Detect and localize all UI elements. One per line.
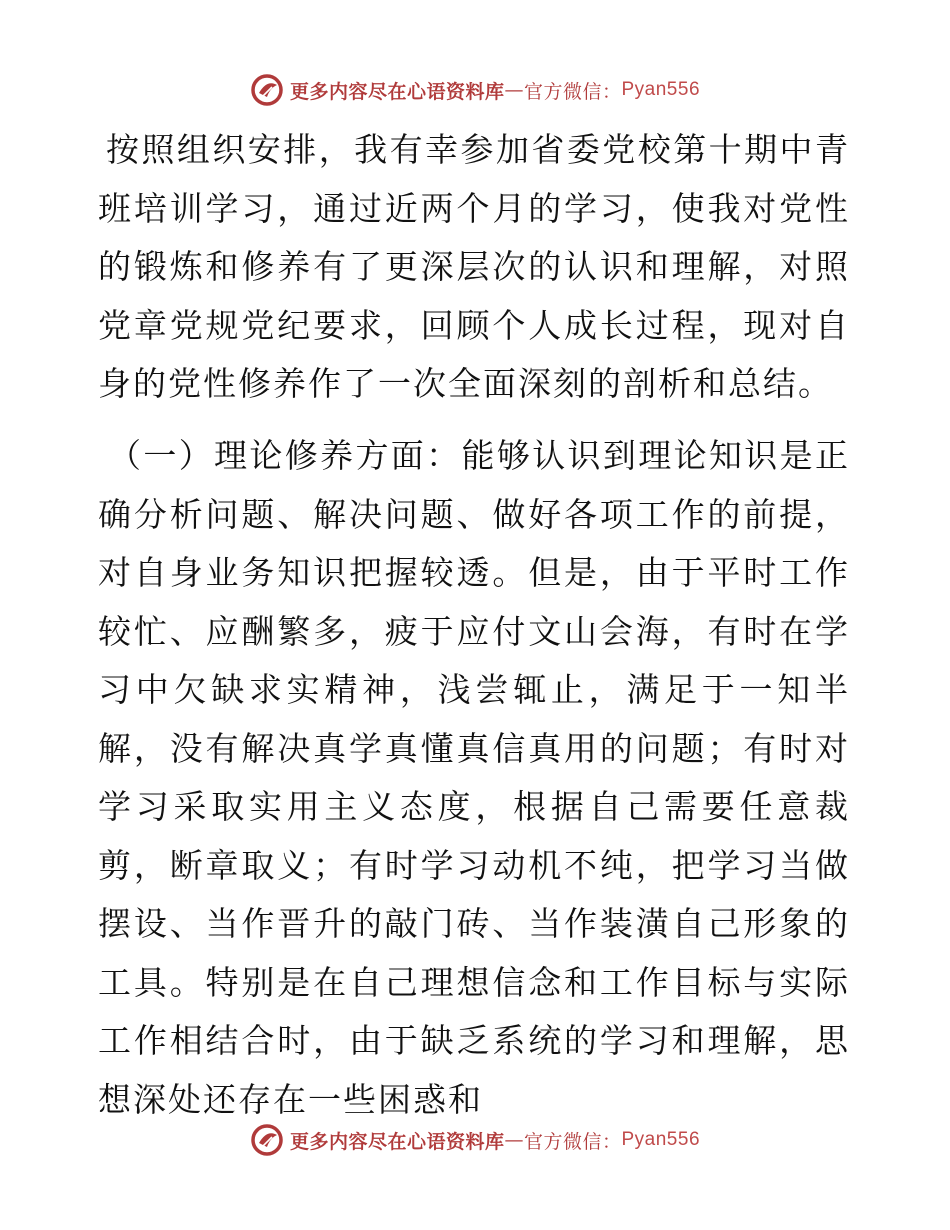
footer-dash: — bbox=[504, 1129, 524, 1151]
brand-logo-icon bbox=[250, 1123, 284, 1157]
footer-banner bbox=[0, 1120, 950, 1160]
header-banner bbox=[0, 70, 950, 110]
paragraph-theory: （一）理论修养方面：能够认识到理论知识是正确分析问题、解决问题、做好各项工作的前提，对自身业务知识把握较透。但是，由于平时工作较忙、应酬繁多，疲于应付文山会海，有时在学习中欠缺求实精神，浅尝辄止，满足于一知半解，没有解决真学真懂真信真用的问题；有时对学习采取实用主义态度，根据自己需要任意裁剪，断章取义；有时学习动机不纯，把学习当做摆设、当作晋升的敲门砖、当作装潢自己形象的工具。特别是在自己理想信念和工作目标与实际工作相结合时，由于缺乏系统的学习和理解，思想深处还存在一些困惑和 bbox=[98, 436, 850, 1119]
header-dash: — bbox=[504, 79, 524, 101]
footer-wechat-id: Pyan556 bbox=[621, 1129, 701, 1150]
header-wechat-label: 官方微信： bbox=[523, 80, 622, 103]
header-brand-text: 更多内容尽在心语资料库 bbox=[289, 80, 505, 103]
brand-logo-icon bbox=[250, 73, 284, 107]
paragraph-intro: 按照组织安排，我有幸参加省委党校第十期中青班培训学习，通过近两个月的学习，使我对党性的锻炼和修养有了更深层次的认识和理解，对照党章党规党纪要求，回顾个人成长过程，现对自身的党性修养作了一次全面深刻的剖析和总结。 bbox=[98, 130, 850, 403]
footer-wechat-label: 官方微信： bbox=[523, 1130, 622, 1153]
header-wechat-id: Pyan556 bbox=[621, 79, 701, 100]
footer-brand-text: 更多内容尽在心语资料库 bbox=[289, 1130, 505, 1153]
